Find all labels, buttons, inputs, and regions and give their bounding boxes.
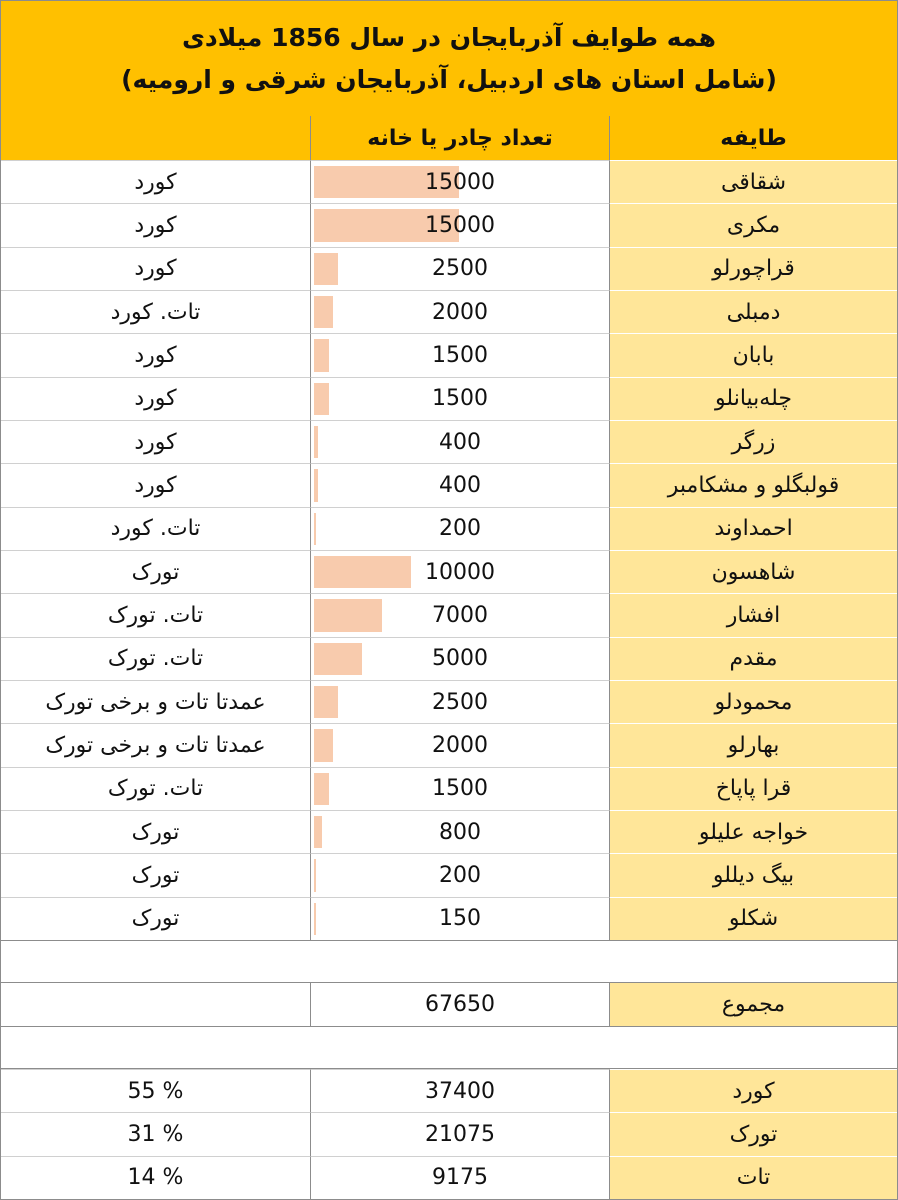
total-label: مجموع — [610, 983, 897, 1026]
group-percent — [1, 1069, 310, 1112]
tribe-name: محمودلو — [610, 680, 897, 723]
title-line-2: (شامل استان های اردبیل، آذربایجان شرقی و ارومیه) — [121, 64, 777, 94]
count-cell — [310, 680, 610, 723]
count-cell — [310, 593, 610, 636]
table-row — [1, 680, 897, 723]
total-count: 67650 — [425, 992, 495, 1017]
table-row — [1, 853, 897, 896]
count-value: 400 — [439, 429, 481, 455]
group-count-cell — [310, 1112, 610, 1155]
group-name: تورک — [610, 1112, 897, 1155]
data-bar — [314, 903, 316, 935]
summary-row — [1, 1156, 897, 1199]
count-cell — [310, 637, 610, 680]
data-bar — [314, 556, 411, 588]
ethnicity: تورک — [1, 550, 310, 593]
tribe-name: احمداوند — [610, 507, 897, 550]
total-empty — [1, 983, 310, 1026]
group-name: تات — [610, 1156, 897, 1199]
count-value: 5000 — [432, 646, 488, 672]
count-cell — [310, 897, 610, 940]
count-value: 1500 — [432, 386, 488, 412]
count-cell — [310, 550, 610, 593]
ethnicity: کورد — [1, 203, 310, 246]
group-percent — [1, 1156, 310, 1199]
total-count-cell — [310, 983, 610, 1026]
data-bar — [314, 339, 329, 371]
group-count: 9175 — [432, 1165, 488, 1191]
group-percent — [1, 1112, 310, 1155]
header-row — [1, 116, 897, 160]
table-row — [1, 420, 897, 463]
data-bar — [314, 686, 338, 718]
count-value: 400 — [439, 472, 481, 498]
table-row — [1, 160, 897, 203]
table-row — [1, 593, 897, 636]
tribe-name: قولبگلو و مشکامبر — [610, 463, 897, 506]
tribe-name: خواجه علیلو — [610, 810, 897, 853]
ethnicity: تات. تورک — [1, 593, 310, 636]
count-cell — [310, 160, 610, 203]
ethnicity: تات. کورد — [1, 290, 310, 333]
group-count-cell — [310, 1069, 610, 1112]
tribe-name: مکری — [610, 203, 897, 246]
count-cell — [310, 507, 610, 550]
count-cell — [310, 247, 610, 290]
table-row — [1, 810, 897, 853]
percent-value: 31 % — [127, 1121, 184, 1147]
title-line-1: همه طوایف آذربایجان در سال 1856 میلادی — [181, 22, 717, 52]
tribe-name: قراچورلو — [610, 247, 897, 290]
table-row — [1, 247, 897, 290]
data-bar — [314, 859, 316, 891]
tribe-name: دمبلی — [610, 290, 897, 333]
count-cell — [310, 290, 610, 333]
table-row — [1, 333, 897, 376]
ethnicity: تات. تورک — [1, 767, 310, 810]
count-cell — [310, 810, 610, 853]
count-value: 2500 — [432, 256, 488, 282]
table-row — [1, 203, 897, 246]
table-title — [1, 1, 897, 117]
ethnicity: کورد — [1, 247, 310, 290]
count-cell — [310, 463, 610, 506]
count-value: 15000 — [425, 212, 495, 238]
count-value: 150 — [439, 906, 481, 932]
tribe-name: بهارلو — [610, 723, 897, 766]
group-count-cell — [310, 1156, 610, 1199]
count-value: 800 — [439, 819, 481, 845]
ethnicity: کورد — [1, 463, 310, 506]
count-cell — [310, 377, 610, 420]
ethnicity: تورک — [1, 853, 310, 896]
ethnicity: عمدتا تات و برخی تورک — [1, 680, 310, 723]
count-value: 2000 — [432, 299, 488, 325]
group-count: 37400 — [425, 1078, 495, 1104]
header-ethnicity — [1, 116, 310, 160]
ethnicity: کورد — [1, 377, 310, 420]
count-cell — [310, 420, 610, 463]
table-row — [1, 723, 897, 766]
count-cell — [310, 203, 610, 246]
data-bar — [314, 513, 316, 545]
tribe-name: شاهسون — [610, 550, 897, 593]
data-bar — [314, 729, 333, 761]
table-row — [1, 290, 897, 333]
table-row — [1, 897, 897, 940]
tribe-name: بابان — [610, 333, 897, 376]
data-bar — [314, 773, 329, 805]
ethnicity: کورد — [1, 160, 310, 203]
count-value: 10000 — [425, 559, 495, 585]
tribe-name: قرا پاپاخ — [610, 767, 897, 810]
tribe-name: شکلو — [610, 897, 897, 940]
table-row — [1, 463, 897, 506]
header-tribe: طایفه — [610, 116, 897, 160]
count-value: 1500 — [432, 342, 488, 368]
tribe-name: شقاقی — [610, 160, 897, 203]
percent-value: 14 % — [127, 1165, 184, 1191]
header-count: تعداد چادر یا خانه — [310, 116, 610, 160]
count-cell — [310, 853, 610, 896]
group-count: 21075 — [425, 1121, 495, 1147]
ethnicity: عمدتا تات و برخی تورک — [1, 723, 310, 766]
ethnicity: تات. تورک — [1, 637, 310, 680]
count-value: 2000 — [432, 732, 488, 758]
percent-value: 55 % — [127, 1078, 184, 1104]
ethnicity: کورد — [1, 420, 310, 463]
group-name: کورد — [610, 1069, 897, 1112]
table-row — [1, 377, 897, 420]
count-value: 200 — [439, 516, 481, 542]
table-row — [1, 507, 897, 550]
data-bar — [314, 599, 382, 631]
count-value: 1500 — [432, 776, 488, 802]
data-bar — [314, 426, 318, 458]
data-bar — [314, 296, 333, 328]
tribe-name: چله‌بیانلو — [610, 377, 897, 420]
tribe-name: افشار — [610, 593, 897, 636]
tribe-name: بیگ دیللو — [610, 853, 897, 896]
tribe-name: مقدم — [610, 637, 897, 680]
data-bar — [314, 253, 338, 285]
count-cell — [310, 723, 610, 766]
total-row — [1, 983, 897, 1026]
tribe-name: زرگر — [610, 420, 897, 463]
count-value: 2500 — [432, 689, 488, 715]
count-cell — [310, 333, 610, 376]
ethnicity: تورک — [1, 810, 310, 853]
blank-row — [1, 940, 897, 983]
count-value: 15000 — [425, 169, 495, 195]
data-bar — [314, 469, 318, 501]
ethnicity: تورک — [1, 897, 310, 940]
table-row — [1, 637, 897, 680]
ethnicity: تات. کورد — [1, 507, 310, 550]
ethnicity: کورد — [1, 333, 310, 376]
blank-row-2 — [1, 1026, 897, 1069]
data-bar — [314, 383, 329, 415]
data-bar — [314, 643, 362, 675]
count-cell — [310, 767, 610, 810]
summary-row — [1, 1069, 897, 1112]
table-row — [1, 550, 897, 593]
data-bar — [314, 816, 322, 848]
count-value: 200 — [439, 862, 481, 888]
summary-row — [1, 1112, 897, 1155]
table-row — [1, 767, 897, 810]
count-value: 7000 — [432, 602, 488, 628]
